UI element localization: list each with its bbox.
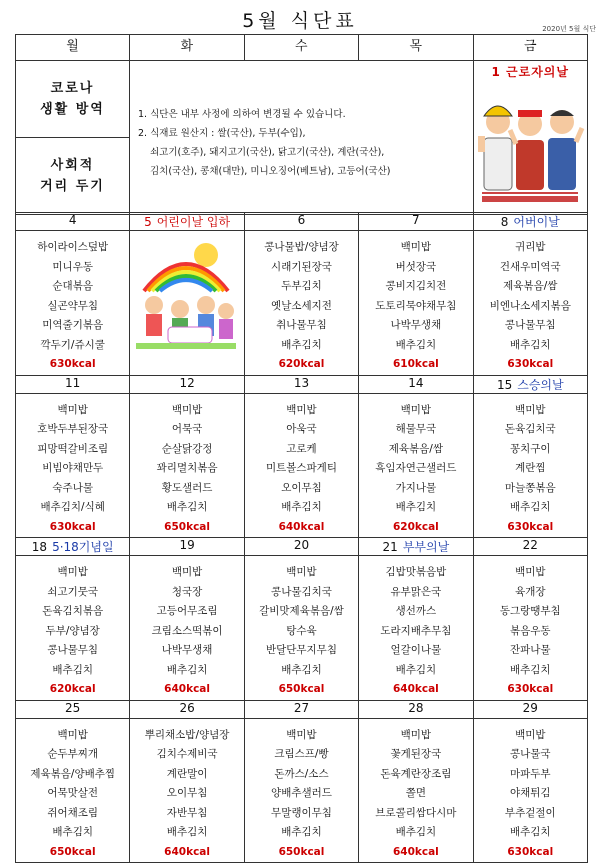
date-number: 20: [293, 538, 310, 552]
menu-item: 배추김치: [166, 501, 208, 513]
menu-item: 비엔나소세지볶음: [489, 299, 571, 312]
date-number: 5: [144, 215, 152, 229]
meal-cell: [16, 556, 130, 701]
date-number: 6: [297, 213, 306, 227]
date-label: 2020년 5월 식단: [542, 25, 596, 33]
menu-item: 가지나물: [395, 481, 437, 494]
date-row: [16, 213, 588, 231]
menu-item: 건새우미역국: [499, 260, 561, 273]
date-cell: [244, 538, 358, 556]
menu-item: 동그랑땡부침: [499, 605, 561, 617]
labor-day-label: 1 근로자의날: [491, 65, 569, 79]
kcal-value: 630kcal: [507, 358, 554, 370]
menu-item: 취나물무침: [276, 319, 327, 331]
menu-item: 비빔야채만두: [42, 462, 104, 474]
date-cell: [359, 213, 473, 231]
date-cell: [359, 375, 473, 393]
meal-cell: [473, 556, 587, 701]
menu-item: 배추김치: [395, 501, 437, 513]
kcal-value: 630kcal: [49, 358, 96, 370]
day-note: 어버이날: [513, 215, 560, 229]
date-number: 28: [408, 700, 424, 715]
meal-cell: [130, 556, 244, 701]
campaign-block-1: [16, 61, 129, 138]
menu-item: 콩나물김치국: [271, 585, 332, 598]
date-cell: [244, 375, 358, 393]
menu-item: 콩나물밥/양념장: [264, 241, 339, 253]
weekday-header-row: [16, 35, 588, 61]
menu-item: 생선까스: [395, 605, 437, 617]
date-row: [16, 700, 588, 718]
date-cell: [473, 700, 587, 718]
menu-item: 콩나물국: [509, 748, 551, 760]
menu-item: 백미밥: [286, 728, 317, 741]
note-line: 쇠고기(호주), 돼지고기(국산), 닭고기(국산), 계란(국산),: [150, 147, 385, 158]
menu-item: 배추김치: [281, 338, 322, 351]
menu-item: 도토리묵야채무침: [375, 299, 457, 312]
day-note: 어린이날 입하: [156, 215, 231, 229]
kcal-value: 650kcal: [164, 520, 210, 533]
kcal-value: 630kcal: [49, 520, 96, 533]
note-line: 2. 식재료 원산지 : 쌀(국산), 두부(수입),: [138, 128, 306, 139]
kcal-value: 650kcal: [49, 845, 96, 858]
weekday-mon: 월: [16, 35, 130, 61]
date-cell: [16, 213, 130, 231]
date-row: [16, 375, 588, 393]
labor-day-cell: [473, 61, 588, 215]
menu-item: 쫄면: [405, 787, 427, 799]
kcal-value: 610kcal: [392, 358, 439, 370]
menu-item: 하이라이스덮밥: [37, 241, 109, 253]
menu-item: 배추김치: [395, 663, 437, 676]
menu-item: 백미밥: [515, 728, 546, 741]
kcal-value: 620kcal: [392, 520, 439, 533]
menu-item: 오이무침: [166, 787, 208, 799]
menu-item: 콩나물무침: [47, 644, 99, 656]
menu-item: 돈육김치볶음: [42, 605, 104, 617]
meal-cell: [130, 231, 244, 376]
day-note: 부부의날: [402, 540, 450, 554]
meal-cell: [244, 393, 358, 538]
menu-item: 계란찜: [515, 462, 546, 474]
meal-cell: [473, 231, 587, 376]
meal-cell: [16, 393, 130, 538]
menu-item: 꽃게된장국: [390, 748, 442, 760]
weeks-table: [15, 212, 588, 863]
date-number: 11: [65, 375, 81, 390]
weekday-thu: 목: [359, 35, 474, 61]
menu-item: 크림스프/빵: [274, 748, 329, 760]
menu-item: 콩나물무침: [504, 319, 556, 331]
kcal-value: 640kcal: [278, 520, 325, 533]
menu-item: 순살닭강정: [161, 442, 213, 455]
menu-item: 배추김치: [509, 501, 551, 513]
menu-item: 순대볶음: [52, 280, 93, 292]
menu-item: 오이무침: [281, 481, 322, 494]
menu-item: 무말랭이무침: [271, 806, 332, 819]
menu-item: 백미밥: [286, 566, 317, 578]
menu-item: 피망떡갈비조림: [37, 442, 109, 455]
menu-item: 배추김치: [52, 663, 93, 676]
date-cell: [130, 700, 244, 718]
menu-item: 쇠고기뭇국: [47, 585, 99, 598]
kcal-value: 630kcal: [507, 845, 554, 858]
kcal-value: 640kcal: [392, 845, 439, 858]
menu-item: 나박무생채: [161, 644, 213, 656]
menu-item: 배추김치: [395, 338, 437, 351]
date-number: 7: [412, 213, 420, 227]
date-cell: [473, 375, 587, 393]
menu-item: 두부김치: [281, 280, 322, 292]
day-note: 스승의날: [517, 377, 564, 392]
kcal-value: 620kcal: [49, 683, 96, 695]
menu-item: 백미밥: [400, 728, 432, 741]
menu-item: 볶음우동: [509, 624, 551, 637]
menu-item: 마늘쫑볶음: [504, 481, 556, 494]
date-cell: [359, 700, 473, 718]
date-cell: [130, 375, 244, 393]
menu-item: 해물무국: [395, 423, 437, 435]
weekday-tue: 화: [130, 35, 245, 61]
menu-item: 탕수육: [286, 624, 317, 637]
menu-item: 배추김치: [509, 338, 551, 351]
menu-item: 배추김치: [509, 663, 551, 676]
menu-item: 백미밥: [515, 566, 546, 578]
meal-cell: [16, 718, 130, 863]
date-number: 8: [500, 215, 509, 229]
menu-item: 양배추샐러드: [271, 787, 332, 799]
meal-row: [16, 393, 588, 538]
date-number: 14: [408, 375, 424, 390]
date-number: 15: [496, 377, 513, 392]
meal-row: [16, 718, 588, 863]
menu-item: 흑임자연근샐러드: [375, 462, 457, 474]
menu-item: 버섯장국: [395, 260, 437, 273]
date-cell: [16, 538, 130, 556]
kcal-value: 630kcal: [507, 520, 554, 533]
menu-item: 백미밥: [171, 566, 203, 578]
meal-cell: [16, 231, 130, 376]
meal-cell: [130, 393, 244, 538]
date-number: 13: [293, 375, 310, 390]
menu-item: 계란말이: [166, 767, 208, 780]
meal-cell: [244, 556, 358, 701]
meal-cell: [130, 718, 244, 863]
menu-item: 부추겉절이: [504, 806, 556, 819]
menu-item: 미트볼스파게티: [265, 462, 337, 474]
kcal-value: 620kcal: [278, 358, 325, 370]
menu-item: 돈육김치국: [504, 423, 556, 435]
campaign-line: 생활 방역: [40, 102, 105, 117]
menu-table: [15, 34, 588, 215]
menu-item: 배추김치: [395, 826, 437, 838]
notice-row: [16, 61, 588, 215]
meal-cell: [244, 718, 358, 863]
menu-item: 얼갈이나물: [390, 644, 442, 656]
campaign-line: 코로나: [50, 81, 95, 96]
menu-item: 배추김치: [281, 501, 322, 513]
menu-item: 제육볶음/양배추찜: [30, 767, 116, 780]
date-number: 21: [382, 540, 398, 554]
menu-item: 시래기된장국: [271, 260, 332, 273]
menu-item: 브로콜리쌈다시마: [375, 806, 457, 819]
date-number: 27: [293, 700, 310, 715]
menu-item: 김치수제비국: [156, 748, 218, 760]
date-number: 19: [179, 538, 195, 552]
menu-item: 나박무생채: [390, 319, 442, 331]
menu-item: 백미밥: [515, 403, 546, 416]
menu-item: 크림소스떡볶이: [151, 624, 223, 637]
menu-item: 어묵맛살전: [47, 787, 99, 799]
menu-item: 백미밥: [171, 403, 203, 416]
menu-item: 자반무침: [166, 806, 208, 819]
weekday-wed: 수: [244, 35, 359, 61]
date-number: 26: [179, 700, 195, 715]
meal-row: [16, 231, 588, 376]
page-title: 5월 식단표: [242, 10, 358, 32]
kcal-value: 640kcal: [164, 683, 210, 695]
note-line: 1. 식단은 내부 사정에 의하여 변경될 수 있습니다.: [138, 109, 346, 120]
meal-cell: [359, 556, 473, 701]
menu-item: 미역줄기볶음: [42, 319, 104, 331]
meal-cell: [359, 231, 473, 376]
menu-item: 숙주나물: [52, 481, 93, 494]
menu-item: 육개장: [515, 585, 546, 598]
date-cell: [244, 213, 358, 231]
menu-item: 배추김치/식혜: [40, 501, 105, 513]
menu-item: 뿌리채소밥/양념장: [144, 728, 230, 741]
menu-item: 도라지배추무침: [380, 624, 452, 637]
date-cell: [130, 213, 244, 231]
menu-item: 옛날소세지전: [271, 299, 332, 312]
note-line: 김치(국산), 콩채(대만), 미니오징어(베트남), 고등어(국산): [150, 166, 391, 177]
date-row: [16, 538, 588, 556]
kcal-value: 650kcal: [278, 845, 325, 858]
menu-item: 백미밥: [400, 403, 432, 416]
date-number: 12: [179, 375, 195, 390]
menu-item: 실곤약무침: [47, 299, 99, 312]
menu-item: 귀리밥: [515, 241, 546, 253]
date-number: 25: [65, 700, 81, 715]
date-number: 29: [522, 700, 538, 715]
meal-cell: [359, 718, 473, 863]
menu-item: 꽁치구이: [509, 442, 551, 455]
meal-cell: [359, 393, 473, 538]
meal-cell: [473, 393, 587, 538]
menu-item: 고로케: [286, 442, 317, 455]
menu-item: 갈비맛제육볶음/쌈: [259, 605, 344, 617]
kcal-value: 650kcal: [278, 683, 325, 695]
menu-item: 제육볶음/쌈: [503, 280, 558, 292]
campaign-line: 사회적: [50, 158, 95, 173]
day-note: 5·18기념일: [52, 540, 114, 554]
date-number: 18: [31, 540, 48, 554]
menu-item: 배추김치: [509, 826, 551, 838]
menu-item: 황도샐러드: [161, 481, 213, 494]
date-cell: [130, 538, 244, 556]
menu-item: 배추김치: [281, 826, 322, 838]
kcal-value: 630kcal: [507, 683, 554, 695]
menu-item: 백미밥: [57, 728, 88, 741]
menu-item: 백미밥: [57, 566, 88, 578]
menu-item: 유부맑은국: [390, 585, 442, 598]
childrens-day-illustration: [130, 231, 242, 361]
menu-item: 배추김치: [166, 826, 208, 838]
workers-illustration: [474, 80, 586, 208]
date-cell: [16, 700, 130, 718]
kcal-value: 640kcal: [164, 845, 210, 858]
meal-row: [16, 556, 588, 701]
menu-item: 두부/양념장: [45, 624, 100, 637]
campaign-block-2: [16, 138, 129, 214]
menu-item: 쥐어채조림: [47, 806, 99, 819]
menu-item: 돈까스/소스: [274, 767, 329, 780]
menu-item: 백미밥: [400, 241, 432, 253]
menu-item: 백미밥: [57, 403, 88, 416]
meal-cell: [473, 718, 587, 863]
menu-item: 깍두기/쥬시쿨: [40, 338, 105, 351]
date-cell: [16, 375, 130, 393]
date-cell: [473, 538, 587, 556]
campaign-line: 거리 두기: [40, 179, 105, 194]
date-cell: [244, 700, 358, 718]
menu-item: 순두부찌개: [47, 748, 99, 760]
date-number: 22: [522, 538, 538, 552]
notes-cell: [130, 61, 474, 215]
menu-item: 꽈리멸치볶음: [156, 462, 218, 474]
menu-item: 아욱국: [286, 423, 317, 435]
menu-item: 반달단무지무침: [265, 644, 337, 656]
menu-item: 배추김치: [281, 663, 322, 676]
menu-item: 어묵국: [171, 423, 203, 435]
menu-item: 백미밥: [286, 403, 317, 416]
menu-item: 고등어무조림: [156, 605, 218, 617]
menu-item: 잔파나물: [509, 644, 551, 656]
side-campaign: [16, 61, 130, 215]
menu-item: 청국장: [171, 585, 203, 598]
kcal-value: 640kcal: [392, 683, 439, 695]
date-cell: [359, 538, 473, 556]
menu-item: 야채튀김: [509, 787, 551, 799]
menu-item: 호박두부된장국: [37, 423, 109, 435]
menu-item: 마파두부: [509, 767, 551, 780]
date-number: 4: [68, 213, 77, 227]
menu-item: 배추김치: [52, 826, 93, 838]
date-cell: [473, 213, 587, 231]
menu-item: 돈육계란장조림: [380, 767, 452, 780]
menu-item: 배추김치: [166, 663, 208, 676]
menu-item: 콩비지김치전: [385, 280, 447, 292]
menu-item: 김밥맛볶음밥: [385, 566, 447, 578]
menu-item: 미니우동: [52, 260, 93, 273]
weekday-fri: 금: [473, 35, 588, 61]
meal-cell: [244, 231, 358, 376]
menu-item: 제육볶음/쌈: [388, 442, 443, 455]
